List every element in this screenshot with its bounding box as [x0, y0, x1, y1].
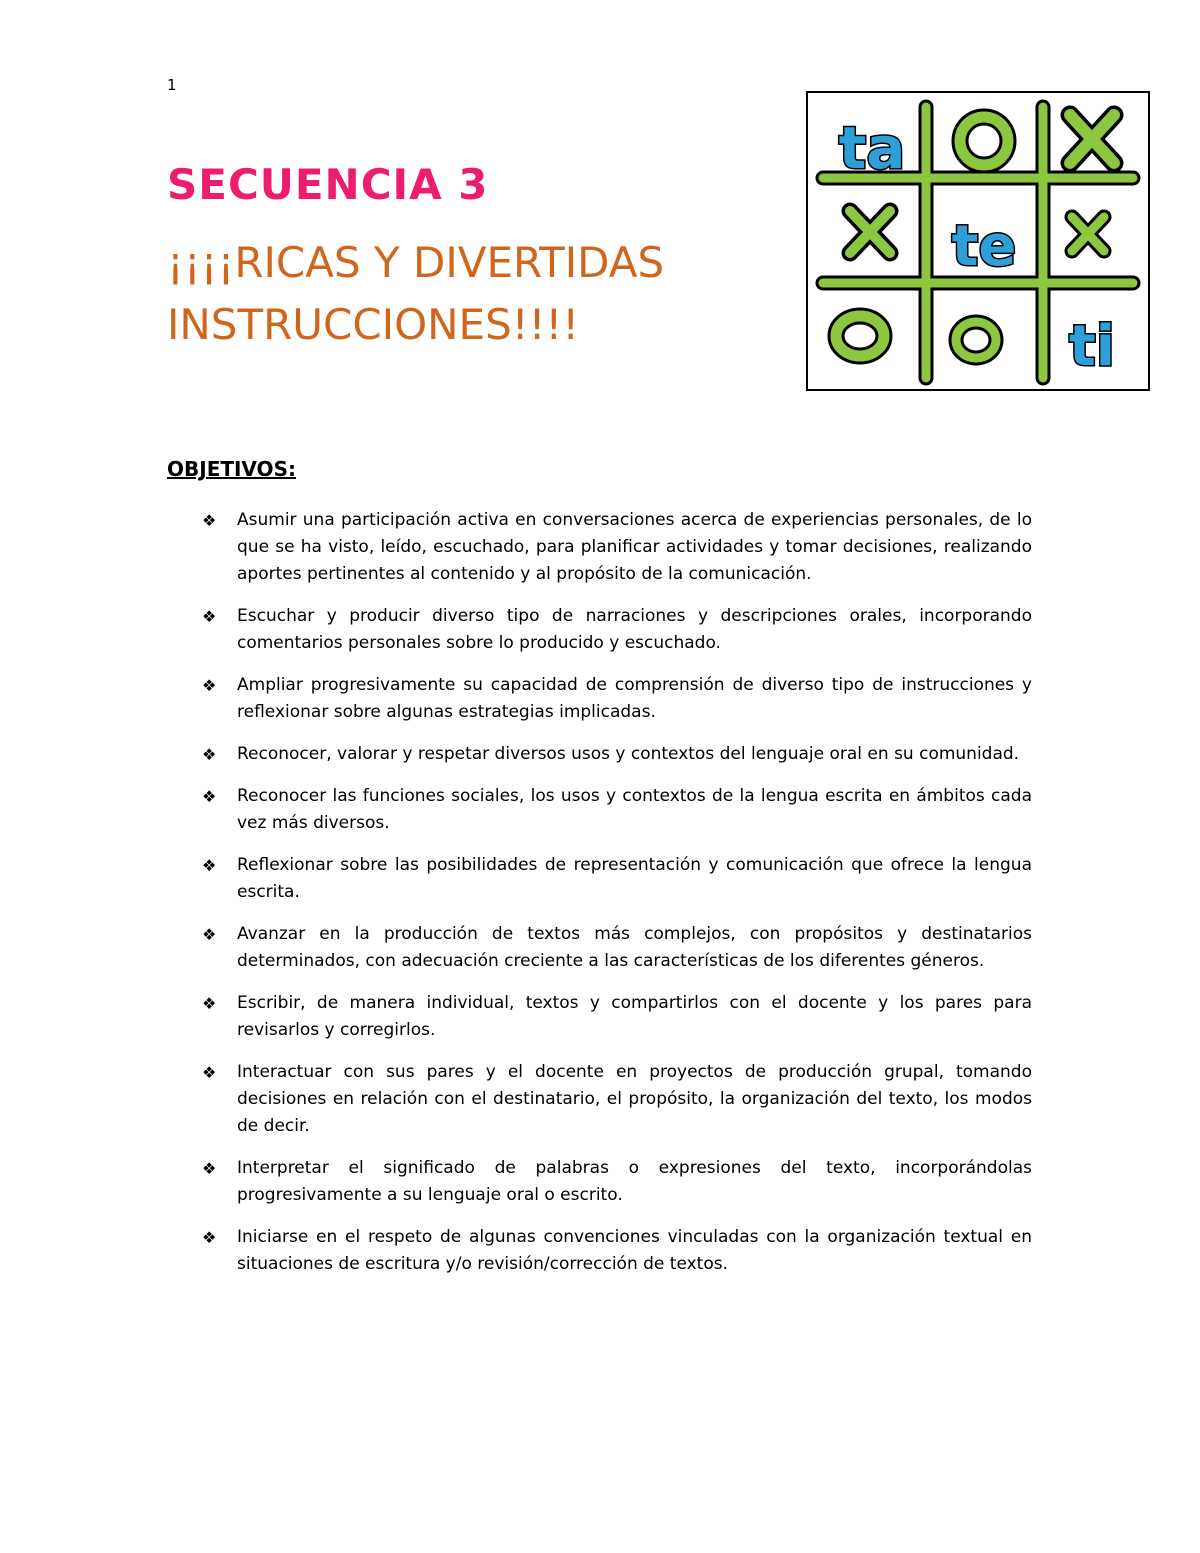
- diamond-bullet-icon: ❖: [202, 607, 217, 626]
- diamond-bullet-icon: ❖: [202, 925, 217, 944]
- objective-text: Reconocer, valorar y respetar diversos usos y contextos del lenguaje oral en su comunidad.: [237, 744, 1020, 764]
- diamond-bullet-icon: ❖: [202, 787, 217, 806]
- objective-item: [200, 1059, 1032, 1140]
- objective-item: [200, 507, 1032, 588]
- logo-cell-te: te: [951, 214, 1017, 279]
- objectives-list: [200, 507, 1032, 1293]
- diamond-bullet-icon: ❖: [202, 1228, 217, 1247]
- objective-item: [200, 672, 1032, 726]
- logo-cell-o-2: [836, 316, 884, 356]
- objectives-heading: OBJETIVOS:: [167, 457, 296, 481]
- objective-text: Escribir, de manera individual, textos y compartirlos con el docente y los pares para revisarlos y corregirlos.: [237, 993, 1032, 1040]
- objective-item: [200, 741, 1032, 768]
- objective-item: [200, 603, 1032, 657]
- objective-text: Asumir una participación activa en conversaciones acerca de experiencias personales, de lo que se ha visto, leído, escuchado, para planificar actividades y tomar decisiones, realizando aportes pertinentes al contenido y al propósito de la comunicación.: [237, 510, 1032, 584]
- logo-cell-o-3: [956, 322, 996, 358]
- objective-item: [200, 1155, 1032, 1209]
- objective-text: Iniciarse en el respeto de algunas convenciones vinculadas con la organización textual en situaciones de escritura y/o revisión/corrección de textos.: [237, 1227, 1032, 1274]
- ta-te-ti-logo: [806, 91, 1150, 391]
- diamond-bullet-icon: ❖: [202, 856, 217, 875]
- logo-cell-x-3: [1072, 217, 1104, 251]
- objective-item: [200, 783, 1032, 837]
- diamond-bullet-icon: ❖: [202, 1063, 217, 1082]
- logo-cell-ta: ta: [838, 114, 906, 182]
- objective-text: Avanzar en la producción de textos más complejos, con propósitos y destinatarios determinados, con adecuación creciente a las características de los diferentes géneros.: [237, 924, 1032, 971]
- objective-item: [200, 990, 1032, 1044]
- diamond-bullet-icon: ❖: [202, 745, 217, 764]
- objective-item: [200, 852, 1032, 906]
- diamond-bullet-icon: ❖: [202, 676, 217, 695]
- logo-cell-ti: ti: [1069, 314, 1115, 379]
- diamond-bullet-icon: ❖: [202, 994, 217, 1013]
- diamond-bullet-icon: ❖: [202, 511, 217, 530]
- diamond-bullet-icon: ❖: [202, 1159, 217, 1178]
- objective-text: Ampliar progresivamente su capacidad de comprensión de diverso tipo de instrucciones y reflexionar sobre algunas estrategias implicadas.: [237, 675, 1032, 722]
- page-number: 1: [167, 76, 177, 94]
- sequence-title: SECUENCIA 3: [167, 160, 489, 209]
- main-title: ¡¡¡¡RICAS Y DIVERTIDAS INSTRUCCIONES!!!!: [167, 238, 665, 349]
- ta-te-ti-grid-image: [808, 93, 1148, 389]
- objective-text: Reflexionar sobre las posibilidades de representación y comunicación que ofrece la lengua escrita.: [237, 855, 1032, 902]
- objective-item: [200, 1224, 1032, 1278]
- objective-text: Reconocer las funciones sociales, los usos y contextos de la lengua escrita en ámbitos cada vez más diversos.: [237, 786, 1032, 833]
- logo-cell-o-1: [960, 117, 1008, 165]
- objective-text: Escuchar y producir diverso tipo de narraciones y descripciones orales, incorporando comentarios personales sobre lo producido y escuchado.: [237, 606, 1032, 653]
- objective-text: Interpretar el significado de palabras o expresiones del texto, incorporándolas progresivamente a su lenguaje oral o escrito.: [237, 1158, 1032, 1205]
- logo-cell-x-2: [850, 211, 890, 253]
- logo-cell-x-1: [1070, 115, 1114, 163]
- objective-text: Interactuar con sus pares y el docente en proyectos de producción grupal, tomando decisiones en relación con el destinatario, el propósito, la organización del texto, los modos de decir.: [237, 1062, 1032, 1136]
- objective-item: [200, 921, 1032, 975]
